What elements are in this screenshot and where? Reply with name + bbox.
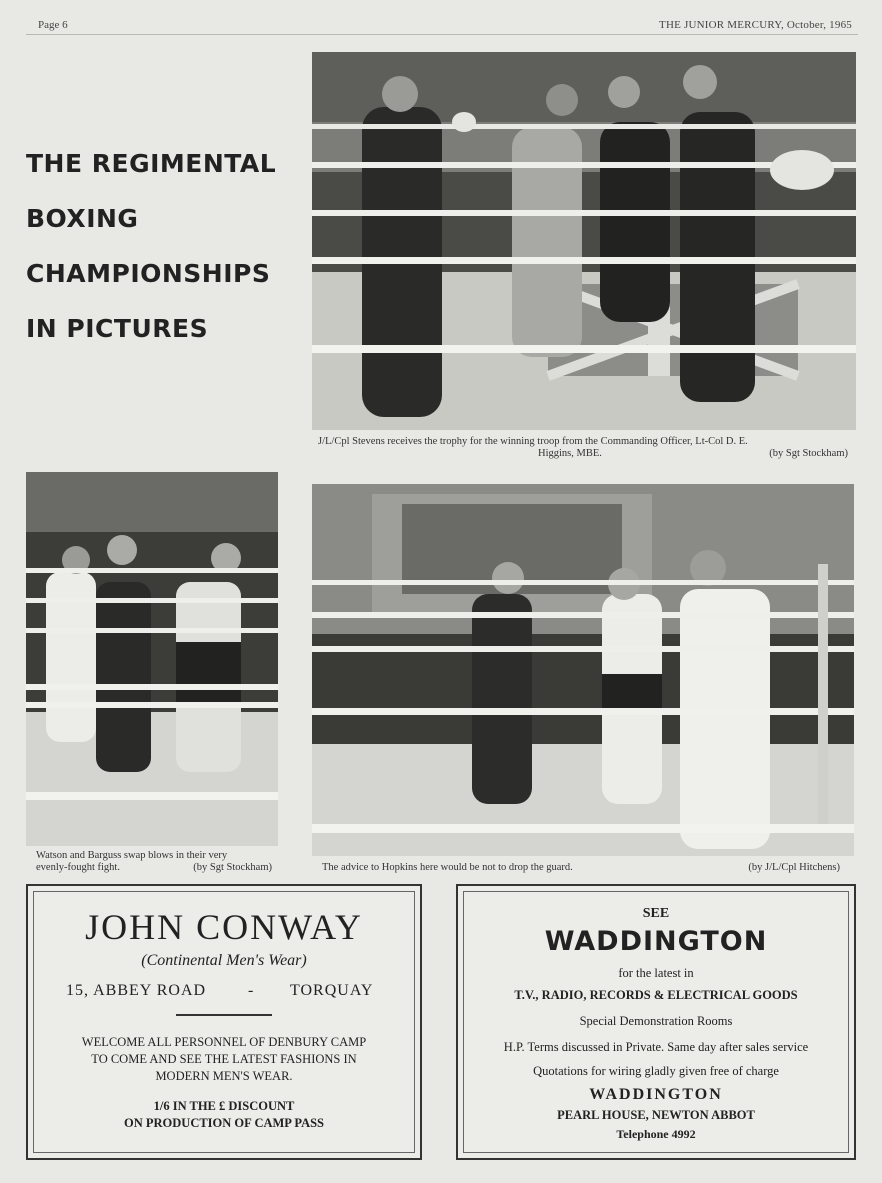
- trophy-photo-credit: (by Sgt Stockham): [769, 448, 848, 459]
- header-rule: [26, 34, 858, 35]
- waddington-terms: H.P. Terms discussed in Private. Same day after sales service: [503, 1040, 809, 1054]
- conway-welcome: [28, 1034, 420, 1085]
- john-conway-advert: [26, 884, 422, 1160]
- headline-line-3: CHAMPIONSHIPS: [26, 259, 271, 288]
- page-number: Page 6: [38, 19, 68, 31]
- waddington-see: SEE: [642, 906, 670, 921]
- headline-line-4: IN PICTURES: [26, 314, 209, 343]
- publication-line: THE JUNIOR MERCURY, October, 1965: [659, 19, 852, 31]
- conway-name: JOHN CONWAY: [85, 907, 363, 947]
- waddington-name-secondary: WADDINGTON: [589, 1086, 723, 1103]
- hopkins-bout-photo: [312, 484, 854, 856]
- hopkins-caption: [322, 862, 840, 874]
- watson-photo-credit: (by Sgt Stockham): [193, 862, 272, 873]
- conway-divider: [176, 1014, 272, 1016]
- headline-line-1: THE REGIMENTAL: [26, 149, 277, 178]
- trophy-caption: [318, 436, 848, 460]
- trophy-caption-line-1: J/L/Cpl Stevens receives the trophy for the winning troop from the Commanding Officer, Lt-Col D. E.: [318, 436, 748, 447]
- trophy-caption-line-2: Higgins, MBE.: [538, 448, 602, 459]
- watson-caption: [36, 850, 272, 874]
- conway-subtitle: (Continental Men's Wear): [141, 952, 307, 969]
- watson-caption-line-2: evenly-fought fight.: [36, 862, 120, 873]
- waddington-demo-rooms: Special Demonstration Rooms: [579, 1014, 733, 1028]
- waddington-advert: [456, 884, 856, 1160]
- trophy-presentation-photo: [312, 52, 856, 430]
- waddington-address: PEARL HOUSE, NEWTON ABBOT: [557, 1108, 755, 1122]
- waddington-name: WADDINGTON: [544, 926, 768, 957]
- waddington-goods: T.V., RADIO, RECORDS & ELECTRICAL GOODS: [514, 988, 798, 1002]
- conway-separator: -: [248, 982, 254, 999]
- conway-town: TORQUAY: [290, 982, 374, 999]
- conway-discount-line-1: 1/6 IN THE £ DISCOUNT: [153, 1099, 295, 1113]
- conway-discount: [28, 1098, 420, 1132]
- hopkins-photo-credit: (by J/L/Cpl Hitchens): [748, 862, 840, 873]
- waddington-quotations: Quotations for wiring gladly given free of charge: [533, 1064, 779, 1078]
- conway-welcome-line-3: MODERN MEN'S WEAR.: [155, 1069, 293, 1083]
- headline-line-2: BOXING: [26, 204, 139, 233]
- waddington-telephone: Telephone 4992: [616, 1127, 696, 1141]
- watson-barguss-photo: [26, 472, 278, 846]
- watson-caption-line-1: Watson and Barguss swap blows in their very: [36, 850, 228, 861]
- article-headline: [26, 136, 296, 356]
- conway-welcome-line-1: WELCOME ALL PERSONNEL OF DENBURY CAMP: [81, 1035, 367, 1049]
- conway-discount-line-2: ON PRODUCTION OF CAMP PASS: [124, 1116, 324, 1130]
- hopkins-caption-text: The advice to Hopkins here would be not to drop the guard.: [322, 862, 573, 873]
- conway-welcome-line-2: TO COME AND SEE THE LATEST FASHIONS IN: [91, 1052, 357, 1066]
- conway-address: 15, ABBEY ROAD: [66, 982, 207, 999]
- waddington-latest: for the latest in: [618, 966, 694, 980]
